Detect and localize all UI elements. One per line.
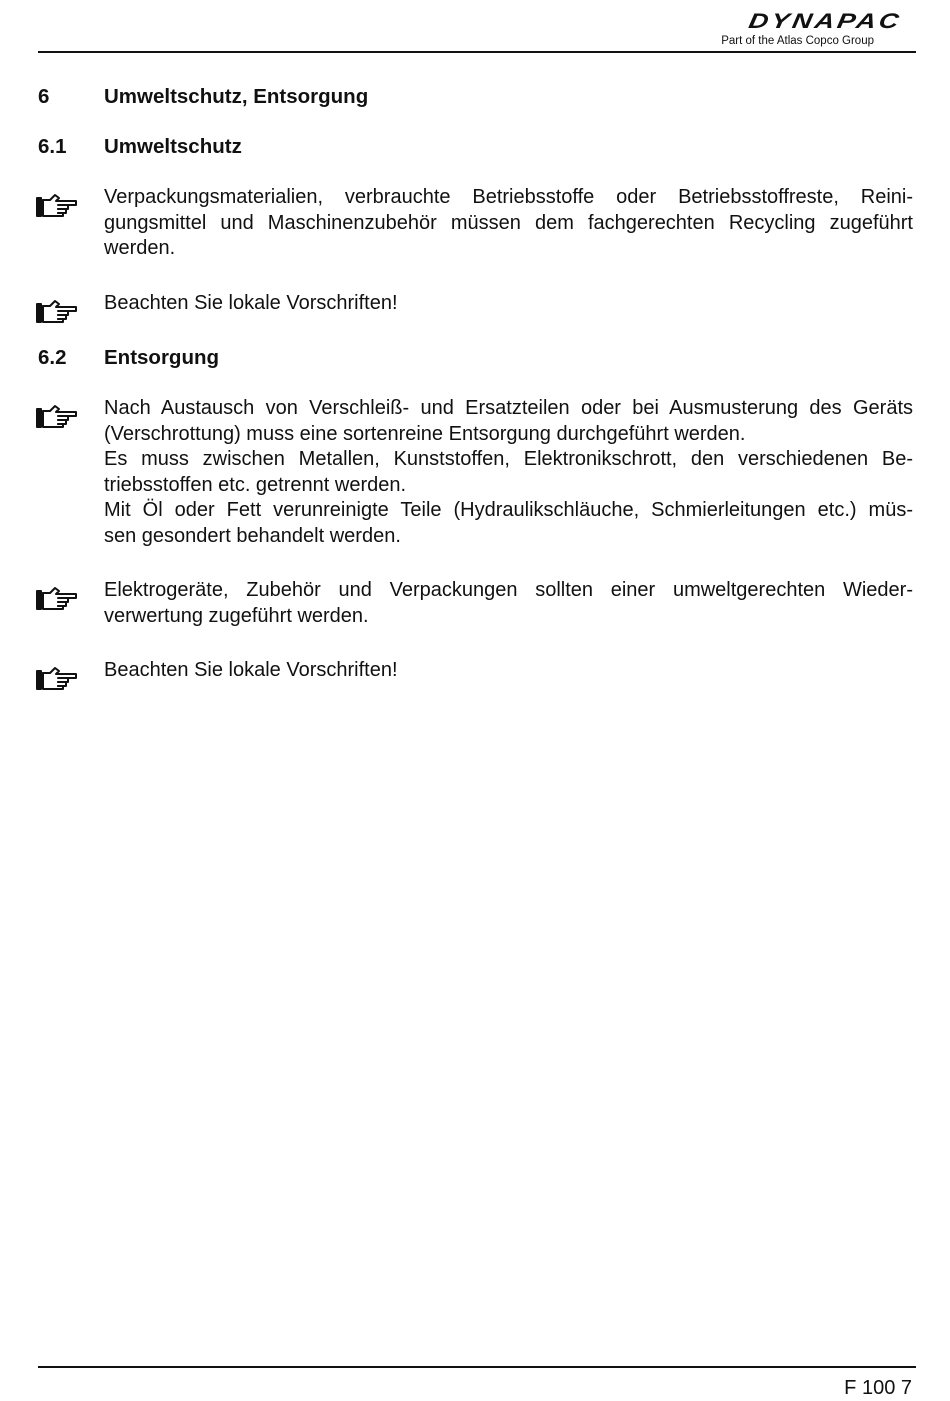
note-line: triebsstoffen etc. getrennt werden. (104, 473, 407, 496)
pointing-hand-icon (36, 585, 78, 611)
pointing-hand-icon (36, 298, 78, 324)
section-number: 6.2 (38, 346, 67, 369)
section-title: Umweltschutz (104, 135, 242, 158)
note-line: Nach Austausch von Verschleiß- und Ersatzteilen oder bei Ausmusterung des Geräts (104, 397, 913, 419)
note-line: (Verschrottung) muss eine sortenreine Entsorgung durchgeführt werden. (104, 422, 746, 445)
section-number: 6 (38, 85, 50, 108)
pointing-hand-icon (36, 192, 78, 218)
note-line: verwertung zugeführt werden. (104, 604, 369, 627)
note-paragraph (104, 396, 913, 549)
note-line: Verpackungsmaterialien, verbrauchte Betriebsstoffe oder Betriebsstoffreste, Reini- (104, 186, 913, 208)
section-title: Entsorgung (104, 346, 220, 369)
section-heading-6-2 (38, 345, 219, 371)
section-heading-6 (38, 84, 368, 110)
note-line: Es muss zwischen Metallen, Kunststoffen, Elektronikschrott, den verschiedenen Be- (104, 448, 913, 470)
page-number: F 100 7 (844, 1377, 912, 1399)
note-line: gungsmittel und Maschinenzubehör müssen dem fachgerechten Recycling zugeführt (104, 211, 913, 234)
note-line: Beachten Sie lokale Vorschriften! (104, 659, 398, 681)
note-paragraph (104, 291, 913, 317)
pointing-hand-icon (36, 665, 78, 691)
note-line: Beachten Sie lokale Vorschriften! (104, 292, 398, 314)
note-line: Elektrogeräte, Zubehör und Verpackungen sollten einer umweltgerechten Wieder- (104, 579, 913, 601)
section-title: Umweltschutz, Entsorgung (104, 85, 369, 108)
pointing-hand-icon (36, 403, 78, 429)
footer-rule (38, 1366, 916, 1368)
brand-wordmark: DYNAPAC (747, 9, 904, 33)
note-line: werden. (104, 237, 176, 259)
note-line: Mit Öl oder Fett verunreinigte Teile (Hydraulikschläuche, Schmierleitungen etc.) müs- (104, 499, 913, 521)
section-heading-6-1 (38, 134, 242, 160)
note-line: sen gesondert behandelt werden. (104, 524, 401, 547)
brand-logo (721, 4, 904, 48)
brand-tagline: Part of the Atlas Copco Group (721, 35, 874, 47)
section-number: 6.1 (38, 135, 67, 158)
note-paragraph (104, 658, 913, 684)
note-paragraph (104, 578, 913, 629)
header-rule (38, 51, 916, 53)
note-paragraph (104, 185, 913, 262)
